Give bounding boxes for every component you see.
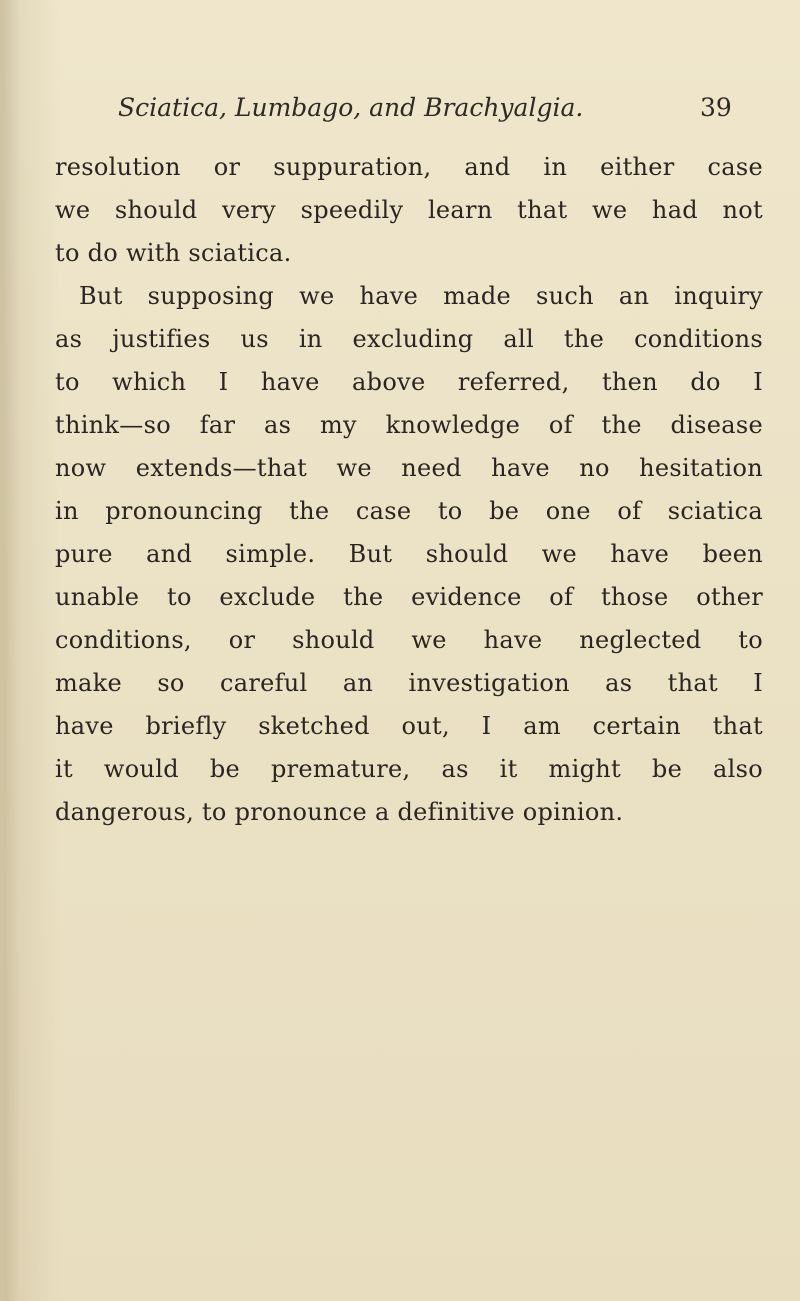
text-line: now extends—that we need have no hesitation bbox=[55, 454, 763, 482]
text-line: it would be premature, as it might be also bbox=[55, 755, 763, 783]
running-head-title: Sciatica, Lumbago, and Brachyalgia. bbox=[118, 93, 584, 122]
text-line: pure and simple. But should we have been bbox=[55, 540, 763, 568]
text-line: unable to exclude the evidence of those other bbox=[55, 583, 763, 611]
body-text bbox=[55, 146, 763, 834]
text-line: dangerous, to pronounce a definitive opinion. bbox=[55, 798, 624, 826]
text-line: have briefly sketched out, I am certain that bbox=[55, 712, 763, 740]
text-line: to which I have above referred, then do I bbox=[55, 368, 763, 396]
page-number: 39 bbox=[700, 93, 732, 122]
text-line: to do with sciatica. bbox=[55, 239, 292, 267]
text-line: But supposing we have made such an inquiry bbox=[79, 282, 763, 310]
text-line: make so careful an investigation as that I bbox=[55, 669, 763, 697]
text-line: resolution or suppuration, and in either case bbox=[55, 153, 763, 181]
text-line: we should very speedily learn that we had not bbox=[55, 196, 763, 224]
text-line: conditions, or should we have neglected to bbox=[55, 626, 763, 654]
text-line: as justifies us in excluding all the conditions bbox=[55, 325, 763, 353]
text-line: think—so far as my knowledge of the disease bbox=[55, 411, 763, 439]
text-line: in pronouncing the case to be one of sciatica bbox=[55, 497, 763, 525]
page-gutter-edge bbox=[0, 0, 4, 1301]
